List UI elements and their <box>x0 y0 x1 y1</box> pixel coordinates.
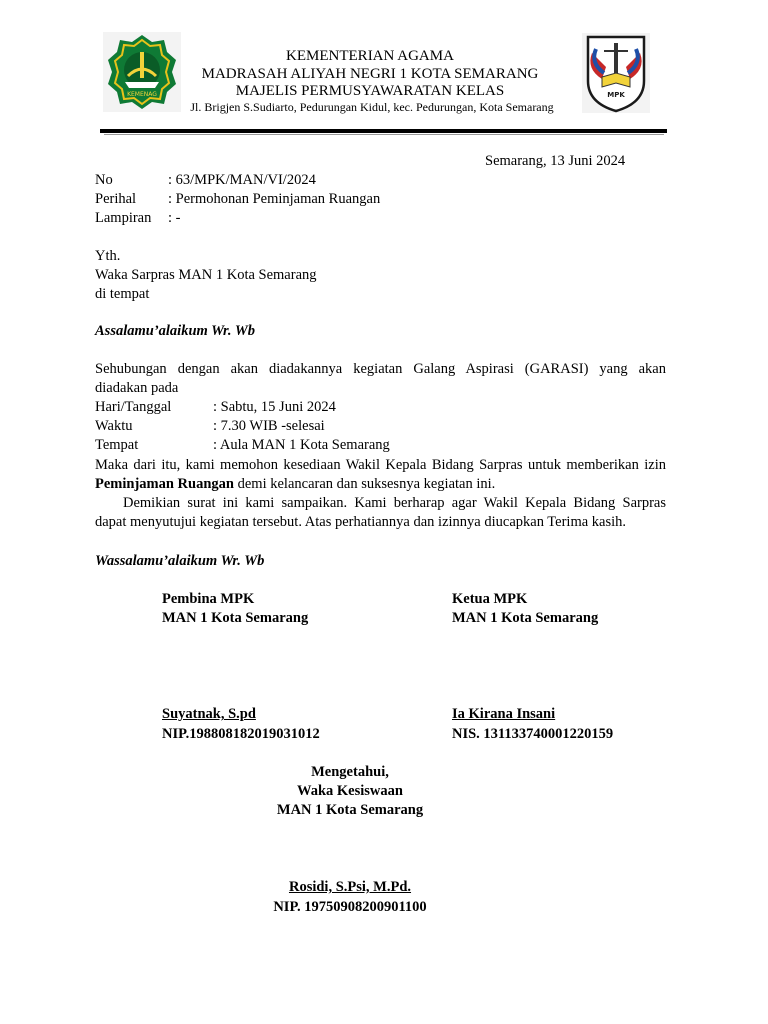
ministry-name: KEMENTERIAN AGAMA <box>286 48 454 64</box>
body-line-1: Sehubungan dengan akan diadakannya kegiatan Galang Aspirasi (GARASI) yang akan <box>95 361 666 377</box>
recipient-name: Waka Sarpras MAN 1 Kota Semarang <box>95 267 317 283</box>
mpk-logo <box>582 33 650 113</box>
right-signer-institution: MAN 1 Kota Semarang <box>452 610 599 626</box>
meta-value-lampiran: : - <box>168 210 181 226</box>
center-signer-acknowledge: Mengetahui, <box>311 764 389 780</box>
detail-value-time: : 7.30 WIB -selesai <box>213 418 325 434</box>
detail-value-place: : Aula MAN 1 Kota Semarang <box>213 437 390 453</box>
header-divider-thick <box>100 129 667 133</box>
meta-label-lampiran: Lampiran <box>95 210 152 226</box>
right-signer-id: NIS. 131133740001220159 <box>452 726 614 742</box>
request-line-2 <box>95 475 495 494</box>
detail-label-time: Waktu <box>95 418 133 434</box>
meta-value-no: : 63/MPK/MAN/VI/2024 <box>168 172 316 188</box>
request-rest: demi kelancaran dan suksesnya kegiatan ini. <box>233 476 496 492</box>
header-divider-thin <box>104 134 664 135</box>
recipient-salutation: Yth. <box>95 248 121 264</box>
center-signer-name: Rosidi, S.Psi, M.Pd. <box>288 879 412 895</box>
left-signer-institution: MAN 1 Kota Semarang <box>162 610 309 626</box>
meta-value-perihal: : Permohonan Peminjaman Ruangan <box>168 191 381 207</box>
meta-label-perihal: Perihal <box>95 191 137 207</box>
body-line-2: diadakan pada <box>95 380 179 396</box>
detail-value-date: : Sabtu, 15 Juni 2024 <box>213 399 336 415</box>
center-signer-title: Waka Kesiswaan <box>297 783 403 799</box>
svg-text:KEMENAG: KEMENAG <box>127 91 157 98</box>
left-signer-id: NIP.198808182019031012 <box>162 726 320 742</box>
left-signer-title: Pembina MPK <box>162 591 255 607</box>
closing-line-2: dapat menyutujui kegiatan tersebut. Atas perhatiannya dan izinnya diucapkan Terima kasih. <box>95 514 627 530</box>
center-signer-institution: MAN 1 Kota Semarang <box>276 802 424 818</box>
request-line-1: Maka dari itu, kami memohon kesediaan Wakil Kepala Bidang Sarpras untuk memberikan izin <box>95 457 666 473</box>
greeting: Assalamu’alaikum Wr. Wb <box>95 323 255 339</box>
left-signer-name: Suyatnak, S.pd <box>162 706 256 722</box>
center-signer-id: NIP. 19750908200901100 <box>273 899 427 915</box>
organization-name: MAJELIS PERMUSYAWARATAN KELAS <box>235 83 505 99</box>
mpk-logo-text: MPK <box>607 91 625 99</box>
place-date: Semarang, 13 Juni 2024 <box>485 153 626 169</box>
detail-label-date: Hari/Tanggal <box>95 399 172 415</box>
farewell: Wassalamu’alaikum Wr. Wb <box>95 553 265 569</box>
school-name: MADRASAH ALIYAH NEGRI 1 KOTA SEMARANG <box>201 66 539 82</box>
meta-label-no: No <box>95 172 113 188</box>
center-signer-name-wrap <box>200 878 500 897</box>
school-address: Jl. Brigjen S.Sudiarto, Pedurungan Kidul, kec. Pedurungan, Kota Semarang <box>190 100 554 114</box>
detail-label-place: Tempat <box>95 437 139 453</box>
letterhead <box>0 0 768 140</box>
right-signer-name: Ia Kirana Insani <box>452 706 556 722</box>
request-bold-phrase: Peminjaman Ruangan <box>95 476 234 492</box>
recipient-place: di tempat <box>95 286 150 302</box>
right-signer-title: Ketua MPK <box>452 591 528 607</box>
closing-line-1: Demikian surat ini kami sampaikan. Kami berharap agar Wakil Kepala Bidang Sarpras <box>123 495 666 511</box>
